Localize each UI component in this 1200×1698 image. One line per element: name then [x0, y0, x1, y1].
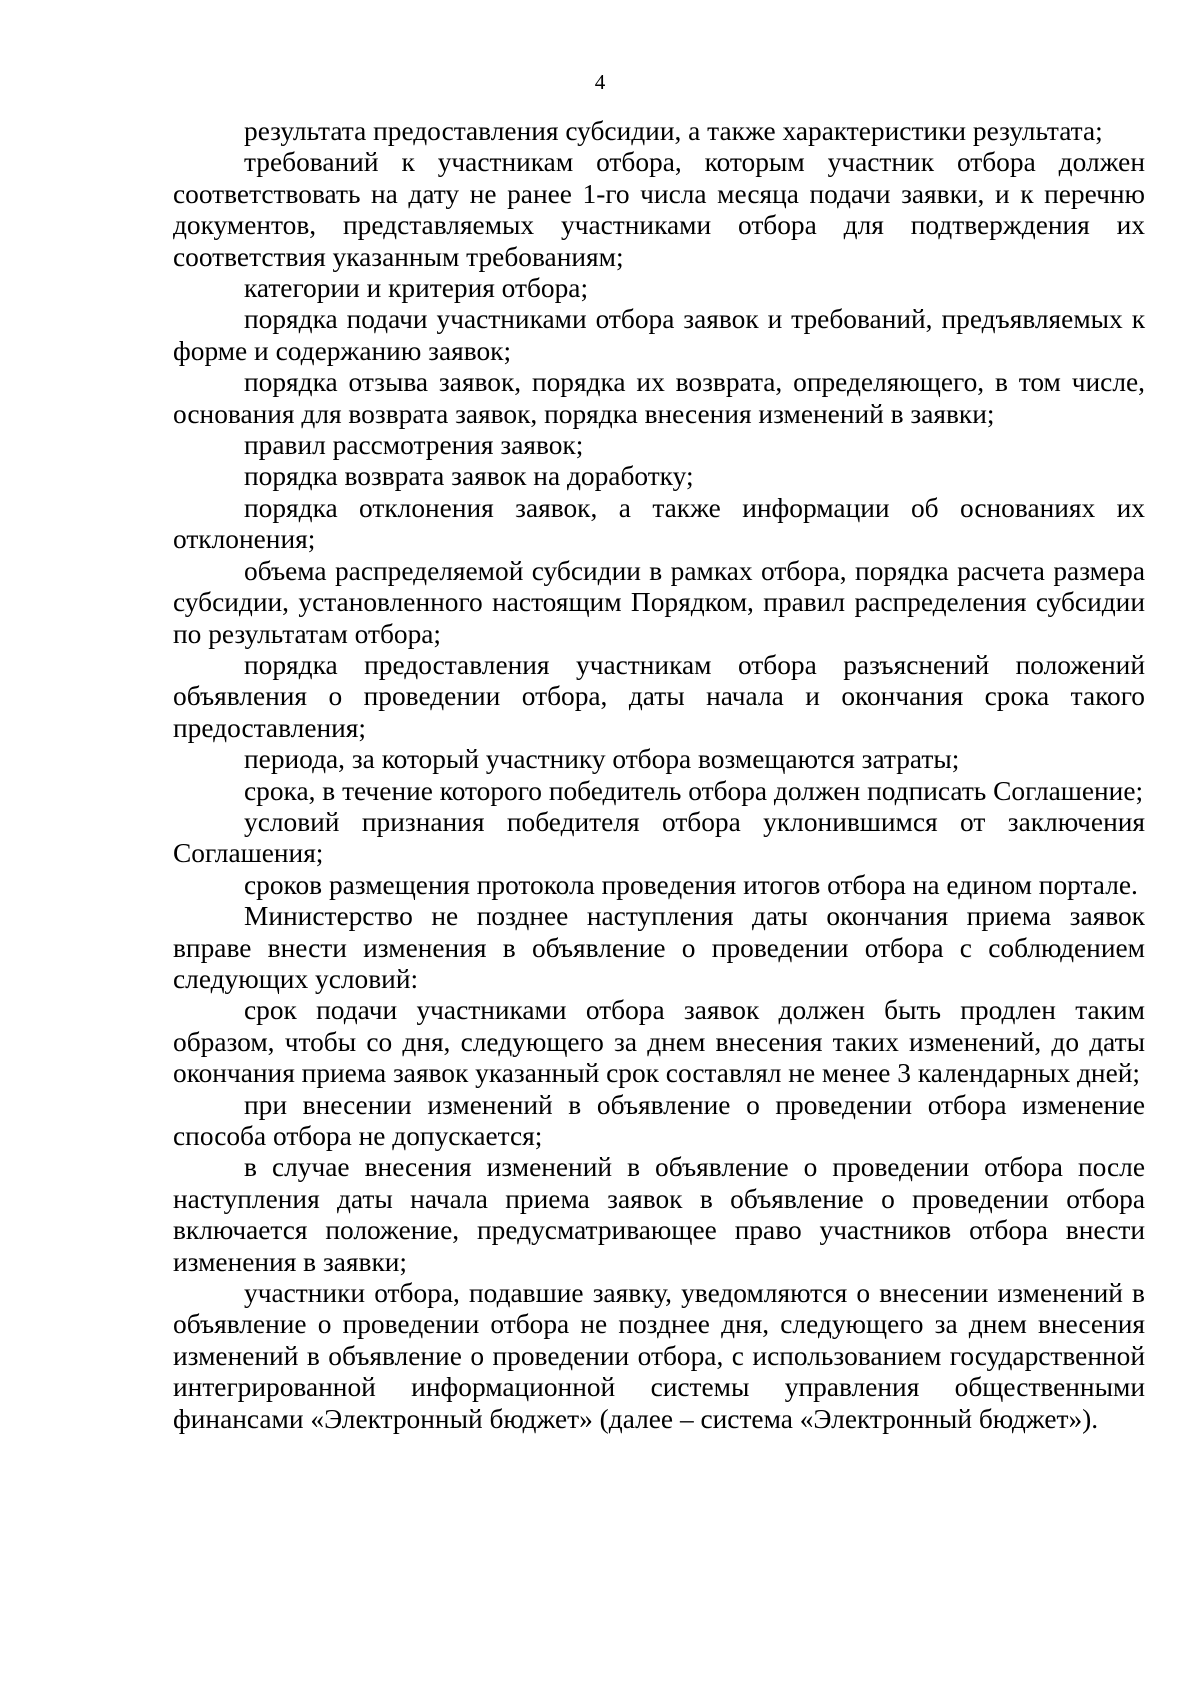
paragraph: порядка подачи участниками отбора заявок и требований, предъявляемых к форме и содержанию заявок;	[173, 304, 1145, 366]
paragraph: при внесении изменений в объявление о проведении отбора изменение способа отбора не допускается;	[173, 1089, 1145, 1151]
paragraph: порядка отклонения заявок, а также информации об основаниях их отклонения;	[173, 492, 1145, 555]
paragraph: сроков размещения протокола проведения итогов отбора на едином портале.	[244, 869, 1138, 900]
paragraph: участники отбора, подавшие заявку, уведомляются о внесении изменений в объявление о проведении отбора не позднее дня, следующего за днем внесения изменений в объявление о проведении отбора, с использованием государственной интегрированной информационной системы управления общественными финансами «Электронный бюджет» (далее – система «Электронный бюджет»).	[173, 1278, 1145, 1434]
paragraph: объема распределяемой субсидии в рамках отбора, порядка расчета размера субсидии, установленного настоящим Порядком, правил распределения субсидии по результатам отбора;	[173, 555, 1145, 649]
paragraph: условий признания победителя отбора уклонившимся от заключения Соглашения;	[173, 806, 1145, 869]
paragraph: периода, за который участнику отбора возмещаются затраты;	[244, 744, 960, 775]
paragraph: результата предоставления субсидии, а также характеристики результата;	[244, 116, 1103, 146]
paragraph: в случае внесения изменений в объявление о проведении отбора после наступления даты начала приема заявок в объявление о проведении отбора включается положение, предусматривающее право участников отбора внести изменения в заявки;	[173, 1152, 1145, 1277]
page-number: 4	[594, 70, 606, 94]
paragraph: Министерство не позднее наступления даты окончания приема заявок вправе внести изменения в объявление о проведении отбора с соблюдением следующих условий:	[173, 901, 1145, 994]
paragraph: срок подачи участниками отбора заявок должен быть продлен таким образом, чтобы со дня, следующего за днем внесения таких изменений, до даты окончания приема заявок указанный срок составлял не менее 3 календарных дней;	[173, 995, 1145, 1089]
paragraph: порядка предоставления участникам отбора разъяснений положений объявления о проведении отбора, даты начала и окончания срока такого предоставления;	[173, 649, 1145, 743]
paragraph: срока, в течение которого победитель отбора должен подписать Соглашение;	[244, 775, 1144, 806]
paragraph: категории и критерия отбора;	[244, 273, 589, 304]
paragraph: порядка отзыва заявок, порядка их возврата, определяющего, в том числе, основания для возврата заявок, порядка внесения изменений в заявки;	[173, 367, 1145, 429]
paragraph: правил рассмотрения заявок;	[244, 430, 584, 461]
paragraph: порядка возврата заявок на доработку;	[244, 461, 694, 492]
document-body	[173, 116, 1145, 1435]
paragraph: требований к участникам отбора, которым участник отбора должен соответствовать на дату не ранее 1-го числа месяца подачи заявки, и к перечню документов, представляемых участниками отбора для подтверждения их соответствия указанным требованиям;	[173, 147, 1145, 272]
